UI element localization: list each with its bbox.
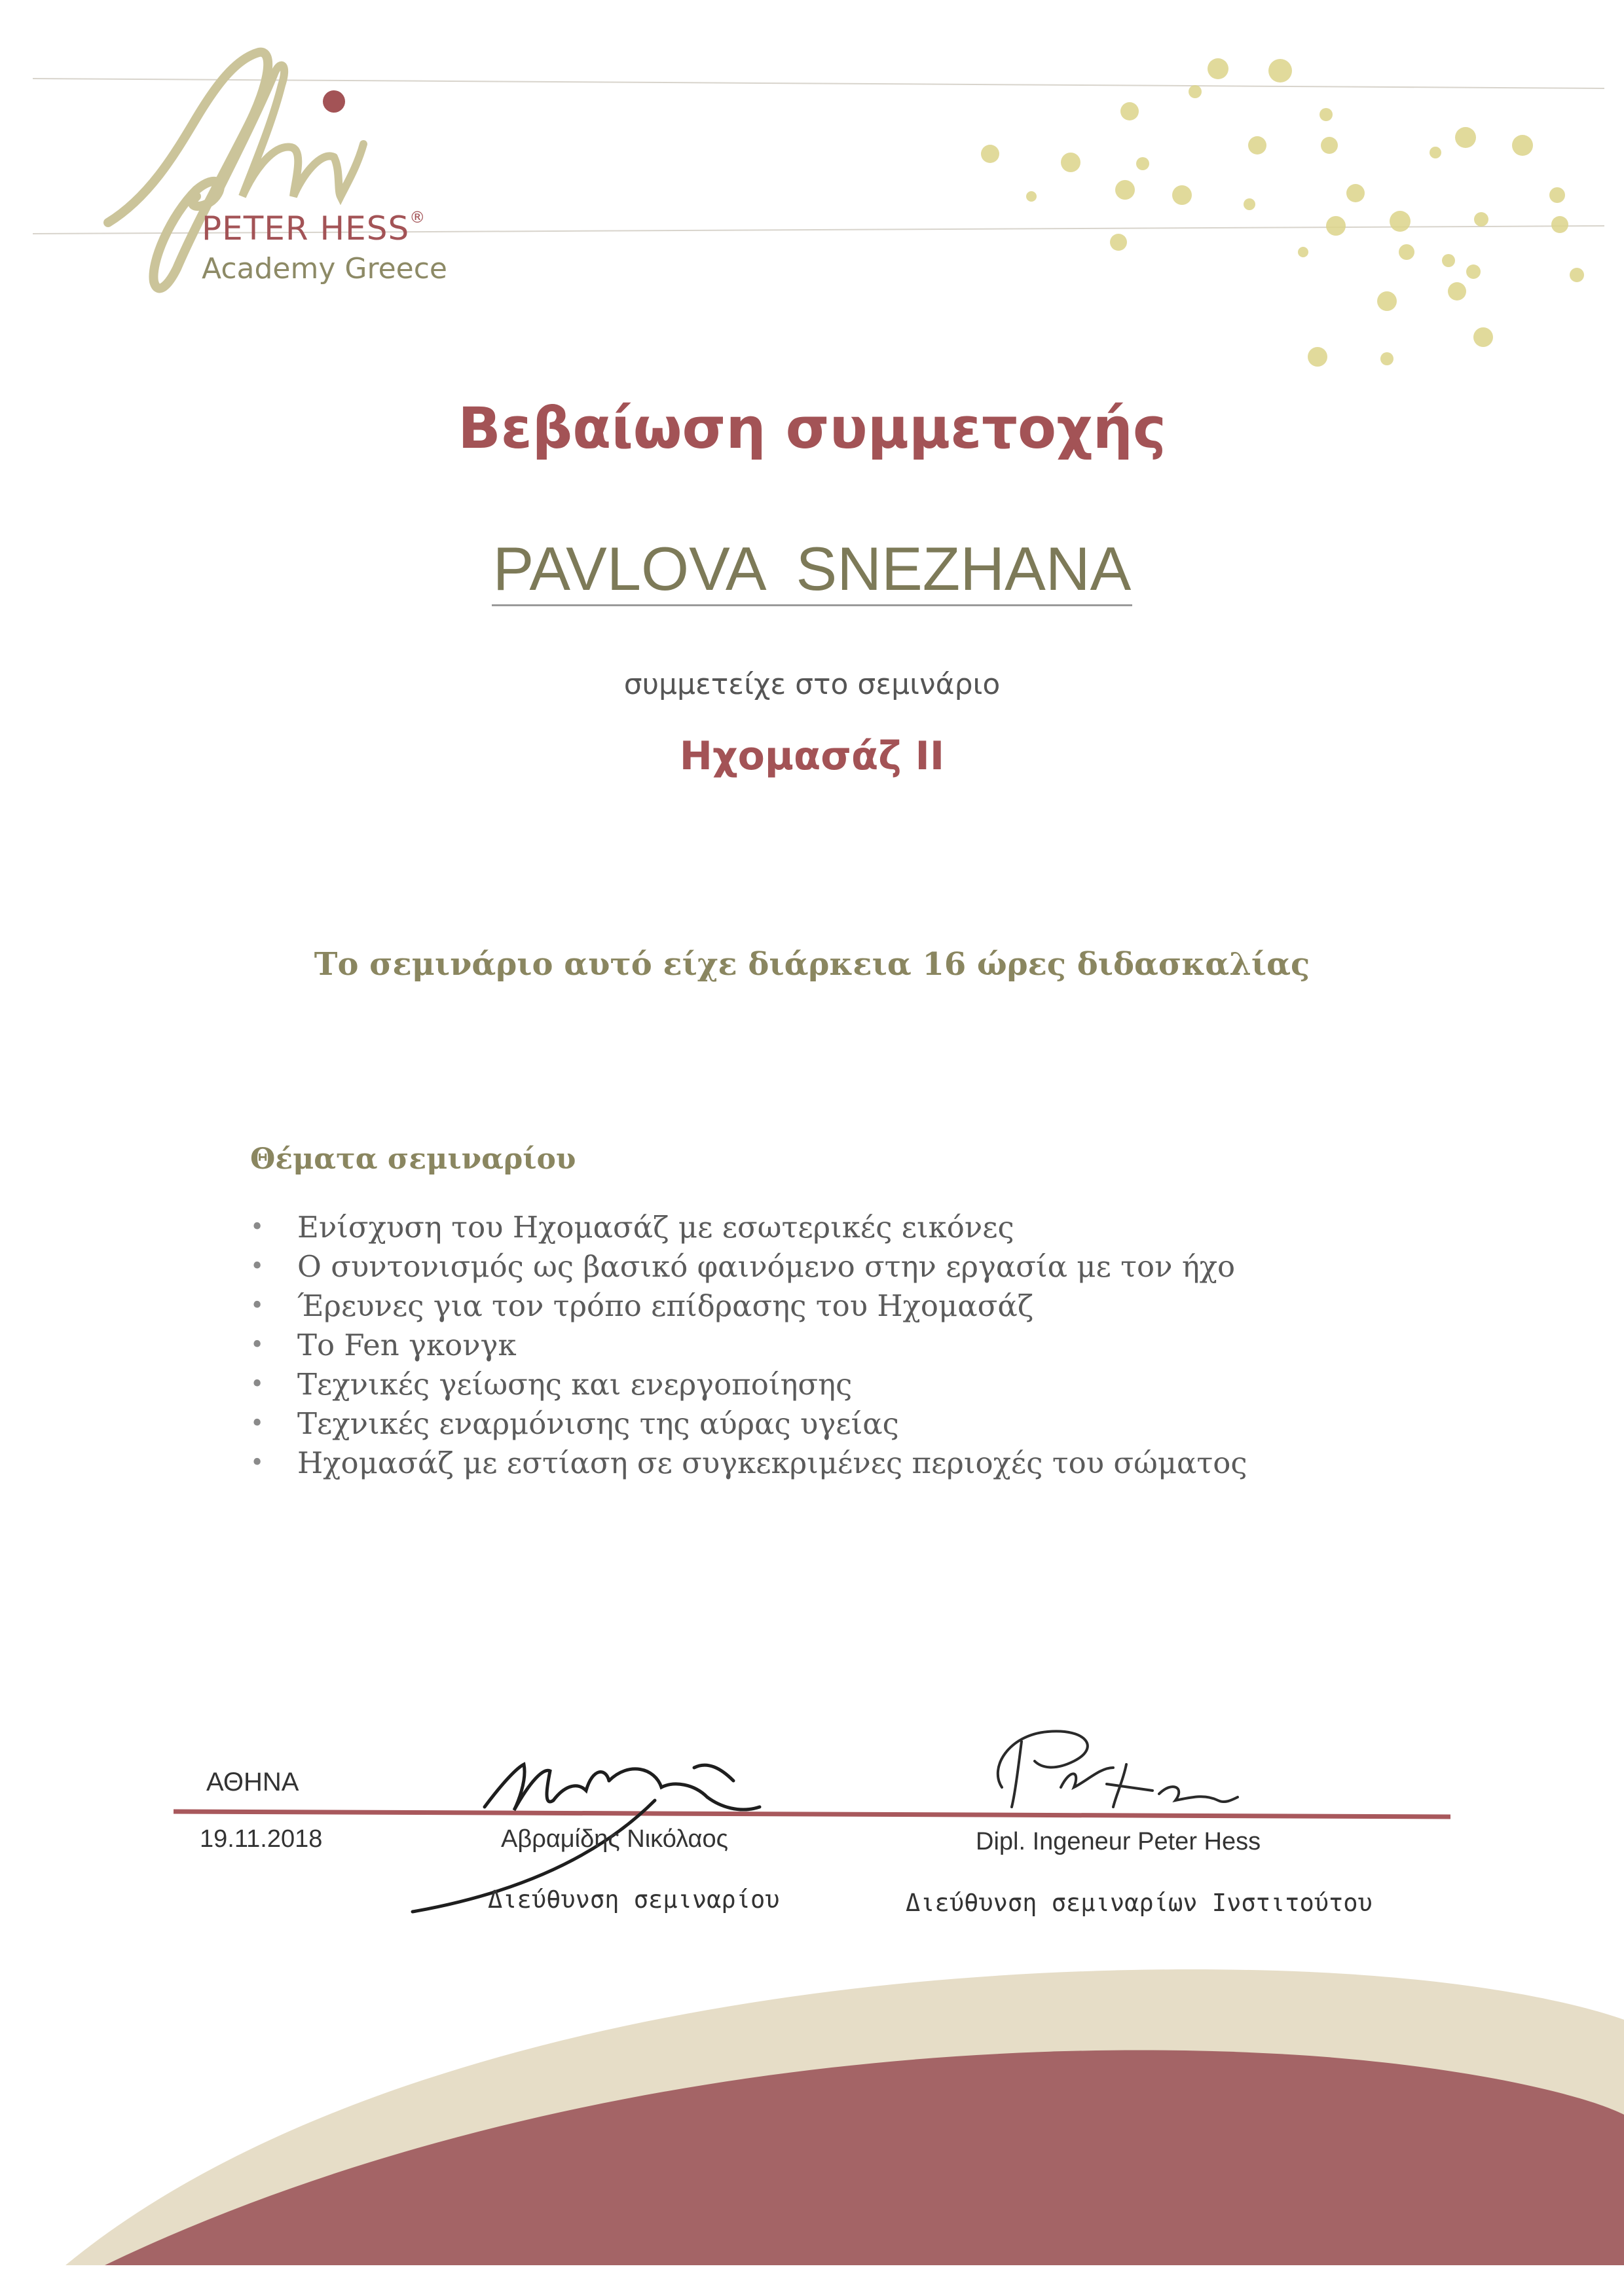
- bullet-icon: •: [250, 1214, 265, 1241]
- topic-item: • Ενίσχυση του Ηχομασάζ με εσωτερικές εικόνες: [250, 1208, 1247, 1247]
- topic-item: • Ηχομασάζ με εστίαση σε συγκεκριμένες περιοχές του σώματος: [250, 1444, 1247, 1483]
- bullet-icon: •: [250, 1410, 265, 1437]
- participated-text: συμμετείχε στο σεμινάριο: [623, 668, 1001, 701]
- city-label: ΑΘΗΝΑ: [206, 1768, 299, 1796]
- signature-right: [998, 1731, 1238, 1807]
- bullet-icon: •: [250, 1371, 265, 1398]
- certificate-title: Βεβαίωση συμμετοχής: [458, 396, 1166, 462]
- topics-heading: Θέματα σεμιναρίου: [250, 1142, 576, 1176]
- date-label: 19.11.2018: [200, 1825, 323, 1853]
- right-signatory-role: Διεύθυνση σεμιναρίων Ινστιτούτου: [906, 1889, 1373, 1917]
- topic-item: • Έρευνες για τον τρόπο επίδρασης του Ηχομασάζ: [250, 1286, 1247, 1326]
- registered-mark: ®: [409, 208, 426, 227]
- bullet-icon: •: [250, 1292, 265, 1319]
- seminar-title: Ηχομασάζ II: [679, 733, 945, 779]
- left-signatory-role: Διεύθυνση σεμιναρίου: [488, 1886, 780, 1914]
- left-signatory-name: Αβραμίδης Νικόλαος: [501, 1825, 728, 1853]
- participant-name: [0, 534, 1624, 606]
- bullet-icon: •: [250, 1449, 265, 1476]
- signature-rule: [174, 1812, 1450, 1817]
- topic-item: • Τεχνικές γείωσης και ενεργοποίησης: [250, 1365, 1247, 1404]
- topic-item: • Τεχνικές εναρμόνισης της αύρας υγείας: [250, 1404, 1247, 1444]
- logo-subtitle: Academy Greece: [202, 252, 447, 285]
- right-signatory-name: Dipl. Ingeneur Peter Hess: [976, 1828, 1261, 1855]
- topic-item: • Ο συντονισμός ως βασικό φαινόμενο στην εργασία με τον ήχο: [250, 1247, 1247, 1286]
- logo-brand-text: PETER HESS®: [202, 208, 426, 247]
- topics-list: [250, 1208, 1247, 1483]
- topic-item: • Το Fen γκονγκ: [250, 1326, 1247, 1365]
- logo-dot: [323, 90, 345, 113]
- bullet-icon: •: [250, 1253, 265, 1280]
- gold-dots-decor: [981, 58, 1584, 367]
- duration-text: Το σεμινάριο αυτό είχε διάρκεια 16 ώρες διδασκαλίας: [314, 946, 1310, 983]
- bullet-icon: •: [250, 1332, 265, 1358]
- participant-name-text: PAVLOVA SNEZHANA: [492, 537, 1133, 606]
